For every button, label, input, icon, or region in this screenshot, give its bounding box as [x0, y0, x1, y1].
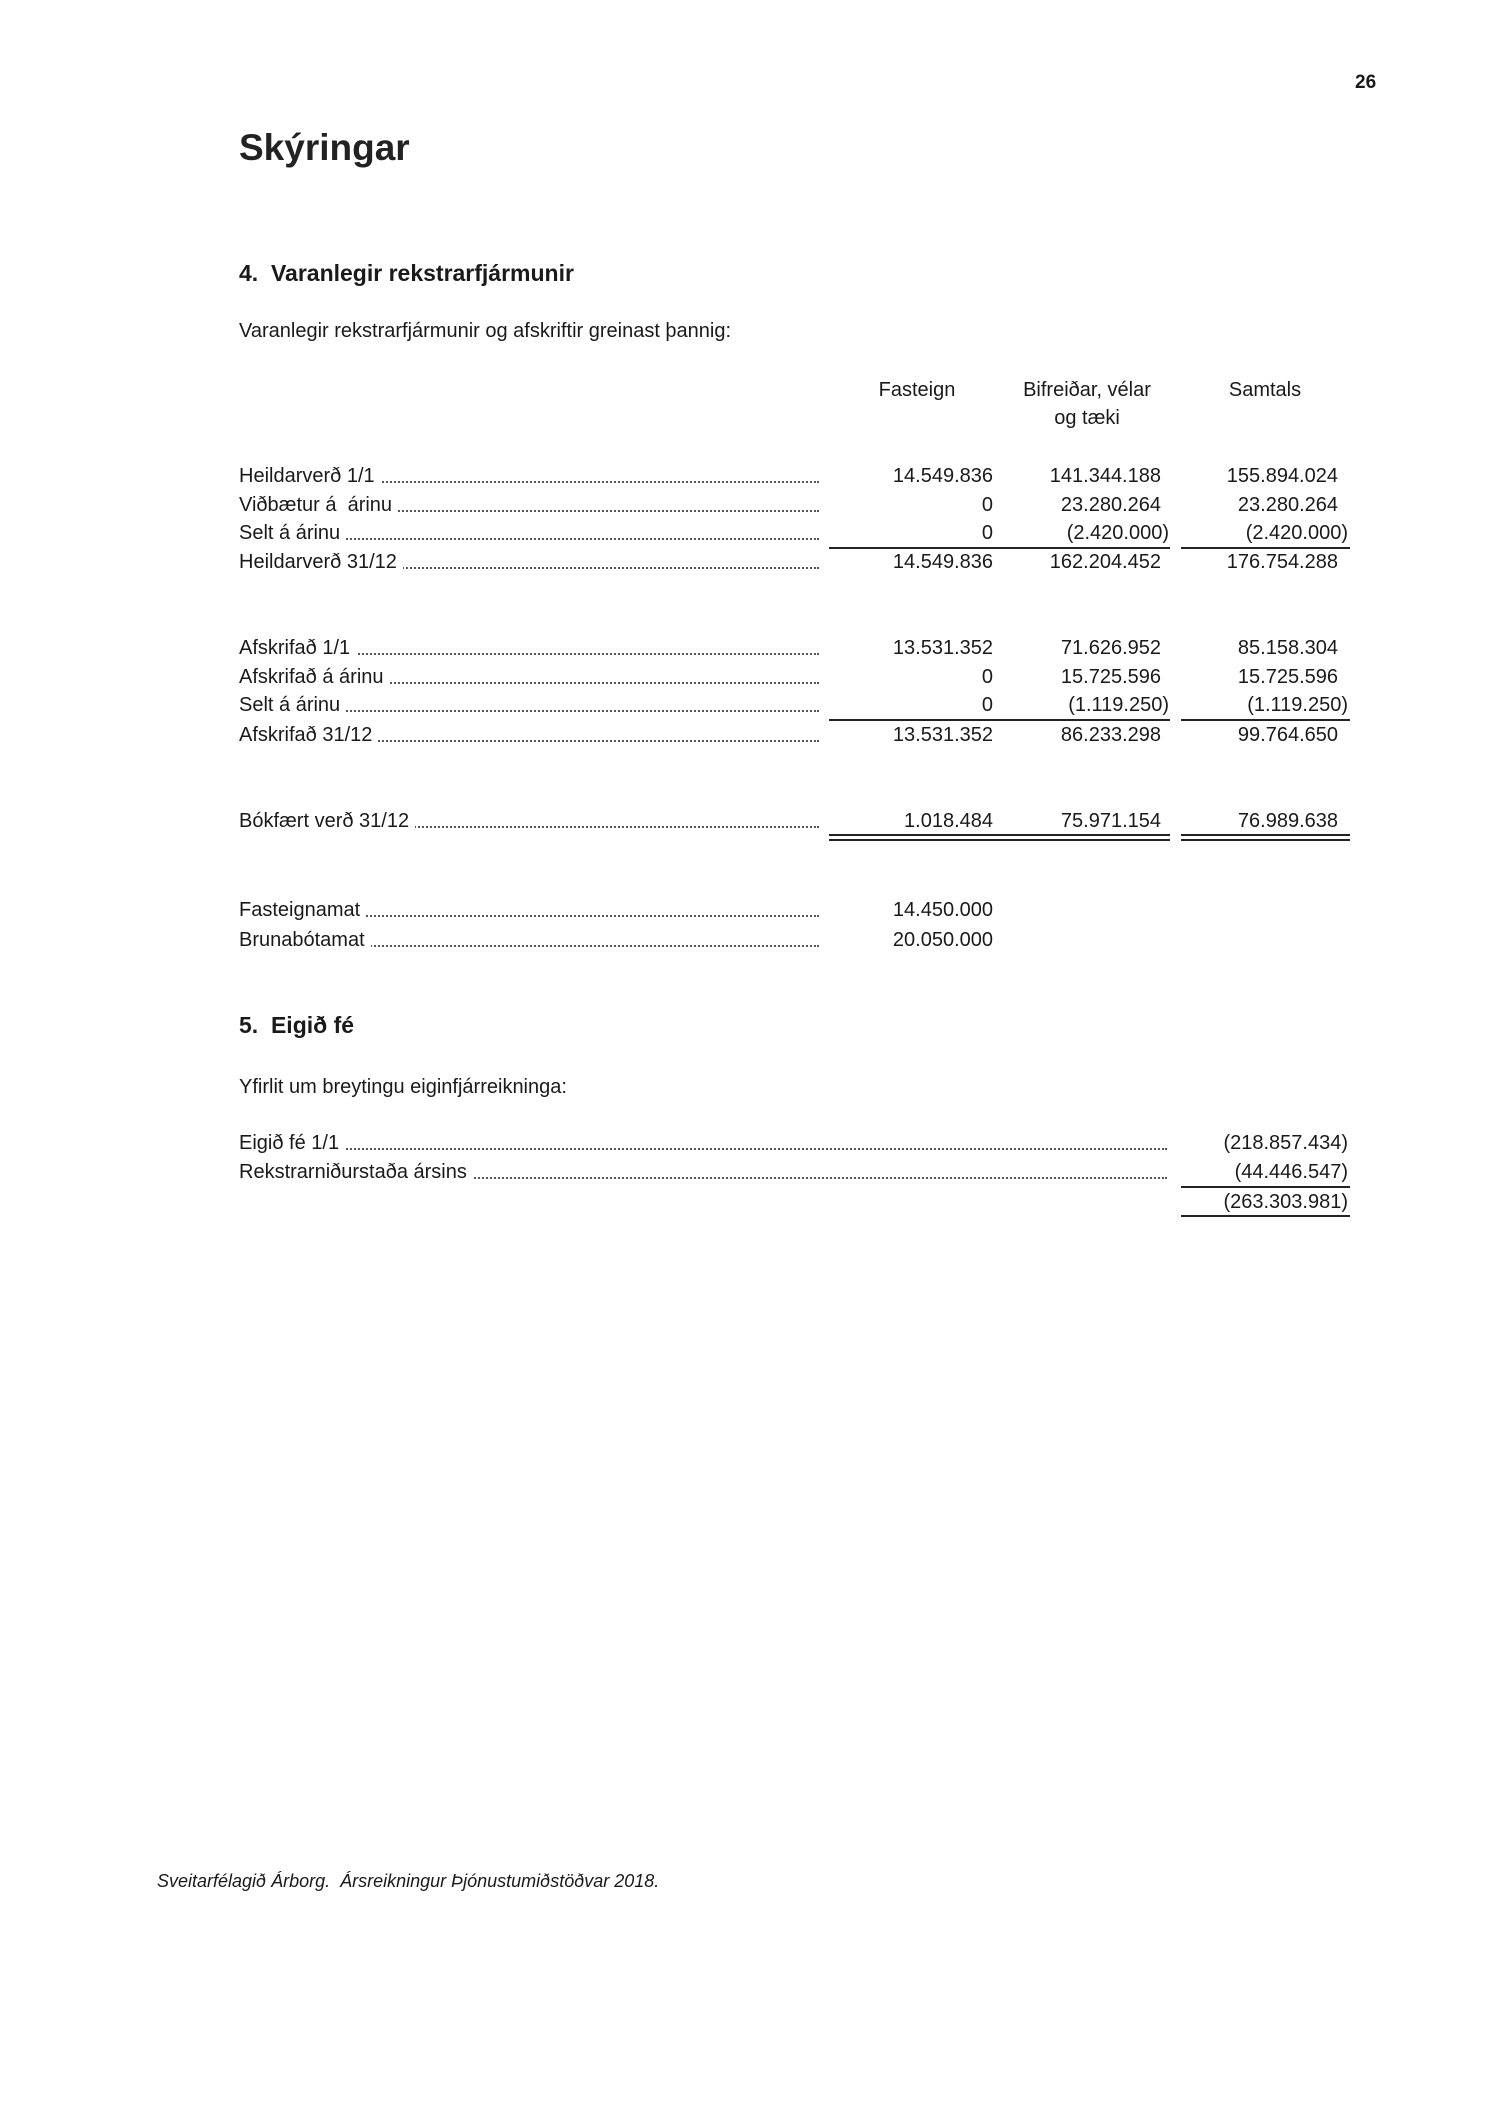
table-cell: 14.549.836: [892, 551, 993, 573]
subtotal-line: [1181, 547, 1350, 549]
equity-row-value: (44.446.547): [1234, 1161, 1348, 1183]
table-cell: 99.764.650: [1237, 724, 1338, 746]
total-double-line: [829, 834, 1170, 841]
footer: Sveitarfélagið Árborg. Ársreikningur Þjónustumiðstöðvar 2018.: [157, 1871, 660, 1891]
valuation-value: 20.050.000: [892, 929, 993, 951]
equity-total: (263.303.981): [1223, 1191, 1348, 1213]
table-cell: 15.725.596: [1237, 666, 1338, 688]
subtotal-line: [1181, 719, 1350, 721]
table-cell: (1.119.250): [1068, 694, 1169, 716]
page-title: Skýringar: [239, 127, 410, 168]
col-header-bifreidar-line2: og tæki: [1054, 407, 1120, 429]
table-cell: 176.754.288: [1226, 551, 1338, 573]
table-row-label: Heildarverð 31/12: [239, 550, 819, 574]
table-cell: 23.280.264: [1237, 494, 1338, 516]
note5-intro: Yfirlit um breytingu eiginfjárreikninga:: [239, 1076, 567, 1098]
table-cell: (2.420.000): [1245, 522, 1348, 544]
table-cell: 86.233.298: [1060, 724, 1161, 746]
note4-heading: 4. Varanlegir rekstrarfjármunir: [239, 260, 574, 286]
total-double-line: [1181, 834, 1350, 841]
table-row-label: Viðbætur á árinu: [239, 493, 819, 517]
table-row-label: Selt á árinu: [239, 521, 819, 545]
note5-heading: 5. Eigið fé: [239, 1012, 355, 1038]
table-cell: 0: [981, 694, 993, 716]
col-header-bifreidar: [987, 376, 1187, 432]
table-cell: 1.018.484: [904, 810, 993, 832]
table-row-label: Afskrifað 1/1: [239, 636, 819, 660]
table-row-label: Selt á árinu: [239, 693, 819, 717]
table-row-label: Heildarverð 1/1: [239, 464, 819, 488]
table-row-label: Afskrifað 31/12: [239, 723, 819, 747]
valuation-label: Brunabótamat: [239, 928, 819, 952]
table-cell: 85.158.304: [1237, 637, 1338, 659]
total-line: [1181, 1215, 1350, 1217]
valuation-value: 14.450.000: [892, 899, 993, 921]
equity-row-value: (218.857.434): [1223, 1132, 1348, 1154]
table-cell: 0: [981, 494, 993, 516]
table-cell: 71.626.952: [1060, 637, 1161, 659]
col-header-samtals: Samtals: [1228, 379, 1302, 401]
table-cell: 162.204.452: [1049, 551, 1161, 573]
table-cell: 141.344.188: [1049, 465, 1161, 487]
table-cell: 0: [981, 522, 993, 544]
table-cell: 23.280.264: [1060, 494, 1161, 516]
subtotal-line: [829, 547, 1170, 549]
valuation-label: Fasteignamat: [239, 898, 819, 922]
page-number: 26: [1355, 72, 1377, 93]
col-header-bifreidar-line1: Bifreiðar, vélar: [1023, 379, 1151, 401]
table-cell: 76.989.638: [1237, 810, 1338, 832]
table-row-label: Bókfært verð 31/12: [239, 809, 819, 833]
table-row-label: Afskrifað á árinu: [239, 665, 819, 689]
table-cell: (2.420.000): [1066, 522, 1169, 544]
subtotal-line: [1181, 1186, 1350, 1188]
table-cell: (1.119.250): [1247, 694, 1348, 716]
table-cell: 155.894.024: [1226, 465, 1338, 487]
table-cell: 15.725.596: [1060, 666, 1161, 688]
table-cell: 13.531.352: [892, 637, 993, 659]
table-cell: 0: [981, 666, 993, 688]
table-cell: 13.531.352: [892, 724, 993, 746]
col-header-fasteign: Fasteign: [878, 379, 956, 401]
note4-intro: Varanlegir rekstrarfjármunir og afskriftir greinast þannig:: [239, 320, 732, 342]
equity-row-label: Eigið fé 1/1: [239, 1131, 1167, 1155]
table-cell: 14.549.836: [892, 465, 993, 487]
table-cell: 75.971.154: [1060, 810, 1161, 832]
equity-row-label: Rekstrarniðurstaða ársins: [239, 1160, 1167, 1184]
subtotal-line: [829, 719, 1170, 721]
